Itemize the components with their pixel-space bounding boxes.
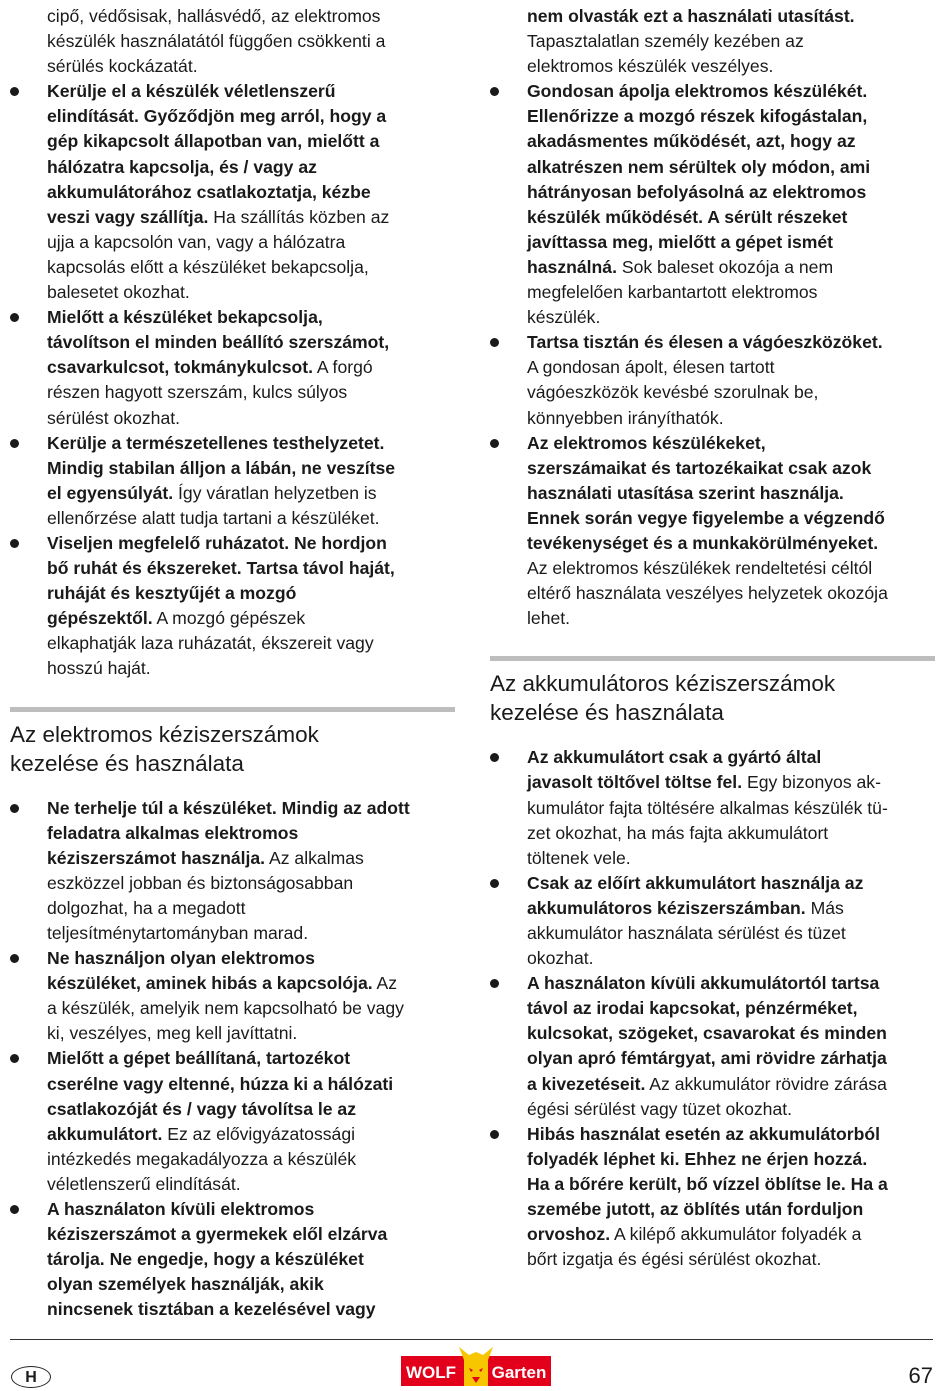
body-text: töltenek vele. <box>527 847 631 868</box>
text-line <box>10 796 455 821</box>
bullet-dot-icon <box>490 338 499 347</box>
bullet-dot-icon <box>490 439 499 448</box>
right-bullets <box>490 79 935 631</box>
text-line <box>490 104 935 129</box>
text-line <box>10 921 455 946</box>
text-line <box>490 481 935 506</box>
bold-text: távol az irodai kapcsokat, pénzérméket, <box>527 998 858 1019</box>
bullet-item <box>490 330 935 430</box>
body-text: eltérő használata veszélyes helyzetek okozója <box>527 583 888 604</box>
body-text: megfelelően karbantartott elektromos <box>527 282 818 303</box>
bold-text: Kerülje el a készülék véletlenszerű <box>47 81 336 102</box>
text-line <box>10 946 455 971</box>
body-text: zet okozhat, ha más fajta akkumulátort <box>527 822 829 843</box>
text-line <box>490 1147 935 1172</box>
bullet-item <box>490 745 935 870</box>
bold-text: Mindig stabilan álljon a lábán, ne veszítse <box>47 457 396 478</box>
bullet-item <box>10 796 455 947</box>
text-line <box>10 1297 455 1322</box>
body-text: készülék. <box>527 307 601 328</box>
bold-text: feladatra alkalmas elektromos <box>47 822 299 843</box>
text-line <box>490 431 935 456</box>
bold-text: nem olvasták ezt a használati utasítást. <box>527 6 855 26</box>
text-line <box>10 155 455 180</box>
text-line <box>490 180 935 205</box>
body-text: ellenőrzése alatt tudja tartani a készüléket. <box>47 507 380 528</box>
text-line <box>10 180 455 205</box>
body-text: dolgozhat, ha a megadott <box>47 897 246 918</box>
text-line <box>490 129 935 154</box>
bold-text: orvoshoz. <box>527 1224 611 1245</box>
bold-text: Gondosan ápolja elektromos készülékét. <box>527 81 868 102</box>
bold-text: távolítson el minden beállító szerszámot, <box>47 332 390 353</box>
text-line <box>490 355 935 380</box>
bold-text: akkumulátoros kéziszerszámban. <box>527 897 806 918</box>
bullet-dot-icon <box>10 804 19 813</box>
body-text: a készülék, amelyik nem kapcsolható be vagy <box>47 998 404 1019</box>
body-text: sérülést okozhat. <box>47 407 181 428</box>
bold-text: Viseljen megfelelő ruházatot. Ne hordjon <box>47 532 387 553</box>
bold-text: kéziszerszámot használja. <box>47 847 266 868</box>
bullet-dot-icon <box>10 1054 19 1063</box>
body-text: ki, veszélyes, meg kell javíttatni. <box>47 1023 298 1044</box>
bullet-dot-icon <box>10 313 19 322</box>
body-text: sérülés kockázatát. <box>47 56 198 77</box>
bold-text: tárolja. Ne engedje, hogy a készüléket <box>47 1249 364 1270</box>
text-line <box>10 330 455 355</box>
bold-text: Csak az előírt akkumulátort használja az <box>527 872 864 893</box>
text-line <box>10 1097 455 1122</box>
body-text: A forgó <box>312 357 373 378</box>
text-line <box>490 871 935 896</box>
text-line <box>490 1021 935 1046</box>
text-line <box>10 581 455 606</box>
body-text: Az alkalmas <box>265 847 364 868</box>
footer-divider <box>10 1339 933 1340</box>
section-bullets <box>490 745 935 1272</box>
body-text: intézkedés megakadályozza a készülék <box>47 1148 357 1169</box>
bullet-item <box>10 79 455 305</box>
bold-text: el egyensúlyát. <box>47 482 174 503</box>
text-line <box>490 506 935 531</box>
left-bullets <box>10 79 455 681</box>
text-line <box>490 896 935 921</box>
text-line <box>490 1172 935 1197</box>
text-line <box>10 406 455 431</box>
text-line <box>490 330 935 355</box>
body-text: véletlenszerű elindítását. <box>47 1173 241 1194</box>
section-bullets <box>10 796 455 1323</box>
text-line <box>10 846 455 871</box>
text-line <box>10 506 455 531</box>
text-line <box>490 1222 935 1247</box>
bold-text: Ennek során vegye figyelembe a végzendő <box>527 507 885 528</box>
bold-text: szerszámaikat és tartozékaikat csak azok <box>527 457 872 478</box>
bullet-dot-icon <box>10 439 19 448</box>
bold-text: akadásmentes működését, azt, hogy az <box>527 131 856 152</box>
text-line <box>490 946 935 971</box>
body-text: Így váratlan helyzetben is <box>173 482 377 503</box>
body-text: Sok baleset okozója a nem <box>616 256 834 277</box>
text-line <box>10 631 455 656</box>
bullet-dot-icon <box>10 1205 19 1214</box>
text-line <box>490 280 935 305</box>
body-text: okozhat. <box>527 948 594 969</box>
bullet-dot-icon <box>10 539 19 548</box>
text-line <box>490 606 935 631</box>
body-text: A mozgó gépészek <box>152 608 306 629</box>
text-line <box>10 29 455 54</box>
bold-text: Ha a bőrére került, bő vízzel öblítse le. Ha a <box>527 1173 888 1194</box>
bold-text: cserélne vagy eltenné, húzza ki a hálózati <box>47 1073 394 1094</box>
text-line <box>10 205 455 230</box>
bold-text: Mielőtt a készüléket bekapcsolja, <box>47 307 323 328</box>
bold-text: Mielőtt a gépet beállítaná, tartozékot <box>47 1048 351 1069</box>
text-line <box>10 971 455 996</box>
bold-text: elindítását. Győződjön meg arról, hogy a <box>47 106 387 127</box>
bold-text: hálózatra kapcsolja, és / vagy az <box>47 156 317 177</box>
body-text: bőrt izgatja és égési sérülést okozhat. <box>527 1249 822 1270</box>
text-line <box>490 745 935 770</box>
section-title-line: kezelése és használata <box>490 700 724 726</box>
text-line <box>490 230 935 255</box>
text-line <box>10 4 455 29</box>
bold-text: javasolt töltővel töltse fel. <box>527 772 743 793</box>
body-text: lehet. <box>527 608 571 629</box>
bold-text: készülék működését. A sérült részeket <box>527 206 848 227</box>
text-line <box>490 1122 935 1147</box>
text-line <box>490 821 935 846</box>
bullet-item <box>10 431 455 531</box>
body-text: balesetet okozhat. <box>47 282 190 303</box>
text-line <box>10 230 455 255</box>
text-line <box>490 29 935 54</box>
bullet-item <box>10 531 455 682</box>
body-text: A gondosan ápolt, élesen tartott <box>527 357 775 378</box>
text-line <box>10 1021 455 1046</box>
section-title-line: Az akkumulátoros kéziszerszámok <box>490 671 836 697</box>
text-line <box>10 54 455 79</box>
body-text: Az elektromos készülékek rendeltetési céltól <box>527 558 873 579</box>
bullet-item <box>10 1197 455 1322</box>
text-line <box>10 380 455 405</box>
bullet-dot-icon <box>490 979 499 988</box>
text-line <box>490 1046 935 1071</box>
bold-text: szemébe jutott, az öblítés után forduljon <box>527 1199 864 1220</box>
bullet-item <box>10 946 455 1046</box>
section-title-line: Az elektromos kéziszerszámok <box>10 721 319 747</box>
bold-text: nincsenek tisztában a kezelésével vagy <box>47 1299 376 1320</box>
bold-text: bő ruhát és ékszereket. Tartsa távol haját, <box>47 558 395 579</box>
bold-text: csavarkulcsot, tokmánykulcsot. <box>47 357 313 378</box>
text-line <box>490 406 935 431</box>
text-line <box>10 129 455 154</box>
text-line <box>10 871 455 896</box>
body-text: könnyebben irányíthatók. <box>527 407 724 428</box>
text-line <box>10 896 455 921</box>
page-number: 67 <box>908 1363 933 1388</box>
body-text: Ha szállítás közben az <box>208 206 390 227</box>
text-line <box>490 305 935 330</box>
body-text: Tapasztalatlan személy kezében az <box>527 31 804 52</box>
text-line <box>10 355 455 380</box>
bold-text: Ellenőrizze a mozgó részek kifogástalan, <box>527 106 868 127</box>
bold-text: használati utasítása szerint használja. <box>527 482 844 503</box>
text-line <box>490 380 935 405</box>
bold-text: Az elektromos készülékeket, <box>527 432 766 453</box>
bold-text: folyadék léphet ki. Ehhez ne érjen hozzá. <box>527 1148 868 1169</box>
bold-text: Kerülje a természetellenes testhelyzetet. <box>47 432 385 453</box>
body-text: ujja a kapcsolón van, vagy a hálózatra <box>47 231 346 252</box>
body-text: Más <box>805 897 844 918</box>
text-line <box>490 996 935 1021</box>
body-text: égési sérülést vagy tüzet okozhat. <box>527 1098 793 1119</box>
text-line <box>10 255 455 280</box>
language-badge: H <box>11 1366 51 1388</box>
body-text: készülék használatától függően csökkenti a <box>47 31 386 52</box>
bullet-dot-icon <box>10 954 19 963</box>
bullet-item <box>490 431 935 632</box>
bold-text: Hibás használat esetén az akkumulátorból <box>527 1123 880 1144</box>
bold-text: ruháját és kesztyűjét a mozgó <box>47 583 297 604</box>
logo-text-right: Garten <box>491 1363 547 1382</box>
text-line <box>10 1272 455 1297</box>
text-line <box>490 846 935 871</box>
bold-text: Az akkumulátort csak a gyártó által <box>527 747 822 768</box>
text-line <box>10 821 455 846</box>
section-battery-tools <box>490 656 935 727</box>
bold-text: akkumulátorához csatlakoztatja, kézbe <box>47 181 371 202</box>
text-line <box>10 456 455 481</box>
text-line <box>490 79 935 104</box>
text-line <box>10 1172 455 1197</box>
body-text: A kilépő akkumulátor folyadék a <box>610 1224 862 1245</box>
text-line <box>490 54 935 79</box>
body-text: kapcsolás előtt a készüléket bekapcsolja, <box>47 256 369 277</box>
text-line <box>490 1247 935 1272</box>
bold-text: javíttassa meg, mielőtt a gépet ismét <box>527 231 834 252</box>
text-line <box>490 556 935 581</box>
bold-text: hátrányosan befolyásolná az elektromos <box>527 181 867 202</box>
text-line <box>10 305 455 330</box>
text-line <box>10 1197 455 1222</box>
section-title <box>10 720 455 778</box>
bullet-dot-icon <box>10 87 19 96</box>
right-column <box>490 4 935 1272</box>
text-line <box>10 1222 455 1247</box>
logo-text-left: WOLF <box>405 1363 457 1382</box>
text-line <box>490 1097 935 1122</box>
bold-text: akkumulátort. <box>47 1123 163 1144</box>
text-line <box>10 656 455 681</box>
bold-text: Tartsa tisztán és élesen a vágóeszközöket. <box>527 332 883 353</box>
text-line <box>10 1122 455 1147</box>
bullet-item <box>490 971 935 1122</box>
body-text: teljesítménytartományban marad. <box>47 923 309 943</box>
text-line <box>490 921 935 946</box>
bold-text: olyan apró fémtárgyat, ami rövidre zárhatja <box>527 1048 887 1069</box>
bold-text: olyan személyek használják, akik <box>47 1274 324 1295</box>
text-line <box>10 104 455 129</box>
bold-text: Ne terhelje túl a készüléket. Mindig az adott <box>47 797 410 818</box>
section-title-line: kezelése és használata <box>10 750 244 776</box>
text-line <box>490 971 935 996</box>
right-intro <box>490 4 935 79</box>
body-text: részen hagyott szerszám, kulcs súlyos <box>47 382 348 403</box>
left-intro <box>10 4 455 79</box>
bold-text: csatlakozóját és / vagy távolítsa le az <box>47 1098 357 1119</box>
body-text: Ez az elővigyázatossági <box>162 1123 356 1144</box>
bold-text: kulcsokat, szögeket, csavarokat és minden <box>527 1023 887 1044</box>
body-text: kumulátor fajta töltésére alkalmas készülék tü- <box>527 797 888 818</box>
body-text: hosszú haját. <box>47 658 151 679</box>
text-line <box>10 996 455 1021</box>
section-title <box>490 669 935 727</box>
text-line <box>490 581 935 606</box>
bullet-item <box>490 1122 935 1273</box>
body-text: Egy bizonyos ak- <box>742 772 881 793</box>
bullet-dot-icon <box>490 879 499 888</box>
bold-text: A használaton kívüli akkumulátortól tartsa <box>527 973 880 994</box>
bold-text: gép kikapcsolt állapotban van, mielőtt a <box>47 131 380 152</box>
bold-text: a kivezetéseit. <box>527 1073 646 1094</box>
bullet-dot-icon <box>490 1130 499 1139</box>
body-text: Az akkumulátor rövidre zárása <box>645 1073 887 1094</box>
text-line <box>10 531 455 556</box>
body-text: elkaphatják laza ruházatát, ékszereit vagy <box>47 633 374 654</box>
bullet-item <box>10 1046 455 1197</box>
text-line <box>490 1197 935 1222</box>
bold-text: használná. <box>527 256 617 277</box>
text-line <box>10 431 455 456</box>
text-line <box>490 255 935 280</box>
body-text: eszközzel jobban és biztonságosabban <box>47 872 354 893</box>
text-line <box>490 796 935 821</box>
bold-text: veszi vagy szállítja. <box>47 206 209 227</box>
text-line <box>10 481 455 506</box>
body-text: cipő, védősisak, hallásvédő, az elektromos <box>47 6 381 26</box>
text-line <box>490 456 935 481</box>
text-line <box>490 770 935 795</box>
text-line <box>490 155 935 180</box>
bold-text: gépészektől. <box>47 608 153 629</box>
text-line <box>490 205 935 230</box>
text-line <box>10 556 455 581</box>
bold-text: Ne használjon olyan elektromos <box>47 948 315 969</box>
text-line <box>490 1072 935 1097</box>
text-line <box>10 280 455 305</box>
text-line <box>10 606 455 631</box>
bullet-item <box>10 305 455 430</box>
text-line <box>10 1046 455 1071</box>
text-line <box>10 1147 455 1172</box>
bullet-item <box>490 79 935 330</box>
body-text: vágóeszközök kevésbé szorulnak be, <box>527 382 819 403</box>
text-line <box>10 1247 455 1272</box>
bold-text: alkatrészen nem sérültek oly módon, ami <box>527 156 871 177</box>
body-text: Az <box>372 973 398 994</box>
bold-text: tevékenységet és a munkakörülményeket. <box>527 532 879 553</box>
left-column <box>10 4 455 1323</box>
text-line <box>10 79 455 104</box>
text-line <box>490 4 935 29</box>
body-text: akkumulátor használata sérülést és tüzet <box>527 923 846 943</box>
bold-text: A használaton kívüli elektromos <box>47 1199 315 1220</box>
text-line <box>490 531 935 556</box>
bullet-item <box>490 871 935 971</box>
bullet-dot-icon <box>490 753 499 762</box>
wolf-garten-logo <box>401 1346 551 1390</box>
bullet-dot-icon <box>490 87 499 96</box>
body-text: elektromos készülék veszélyes. <box>527 56 774 77</box>
section-power-tools <box>10 707 455 778</box>
bold-text: készüléket, aminek hibás a kapcsolója. <box>47 973 373 994</box>
bold-text: kéziszerszámot a gyermekek elől elzárva <box>47 1224 388 1245</box>
text-line <box>10 1072 455 1097</box>
